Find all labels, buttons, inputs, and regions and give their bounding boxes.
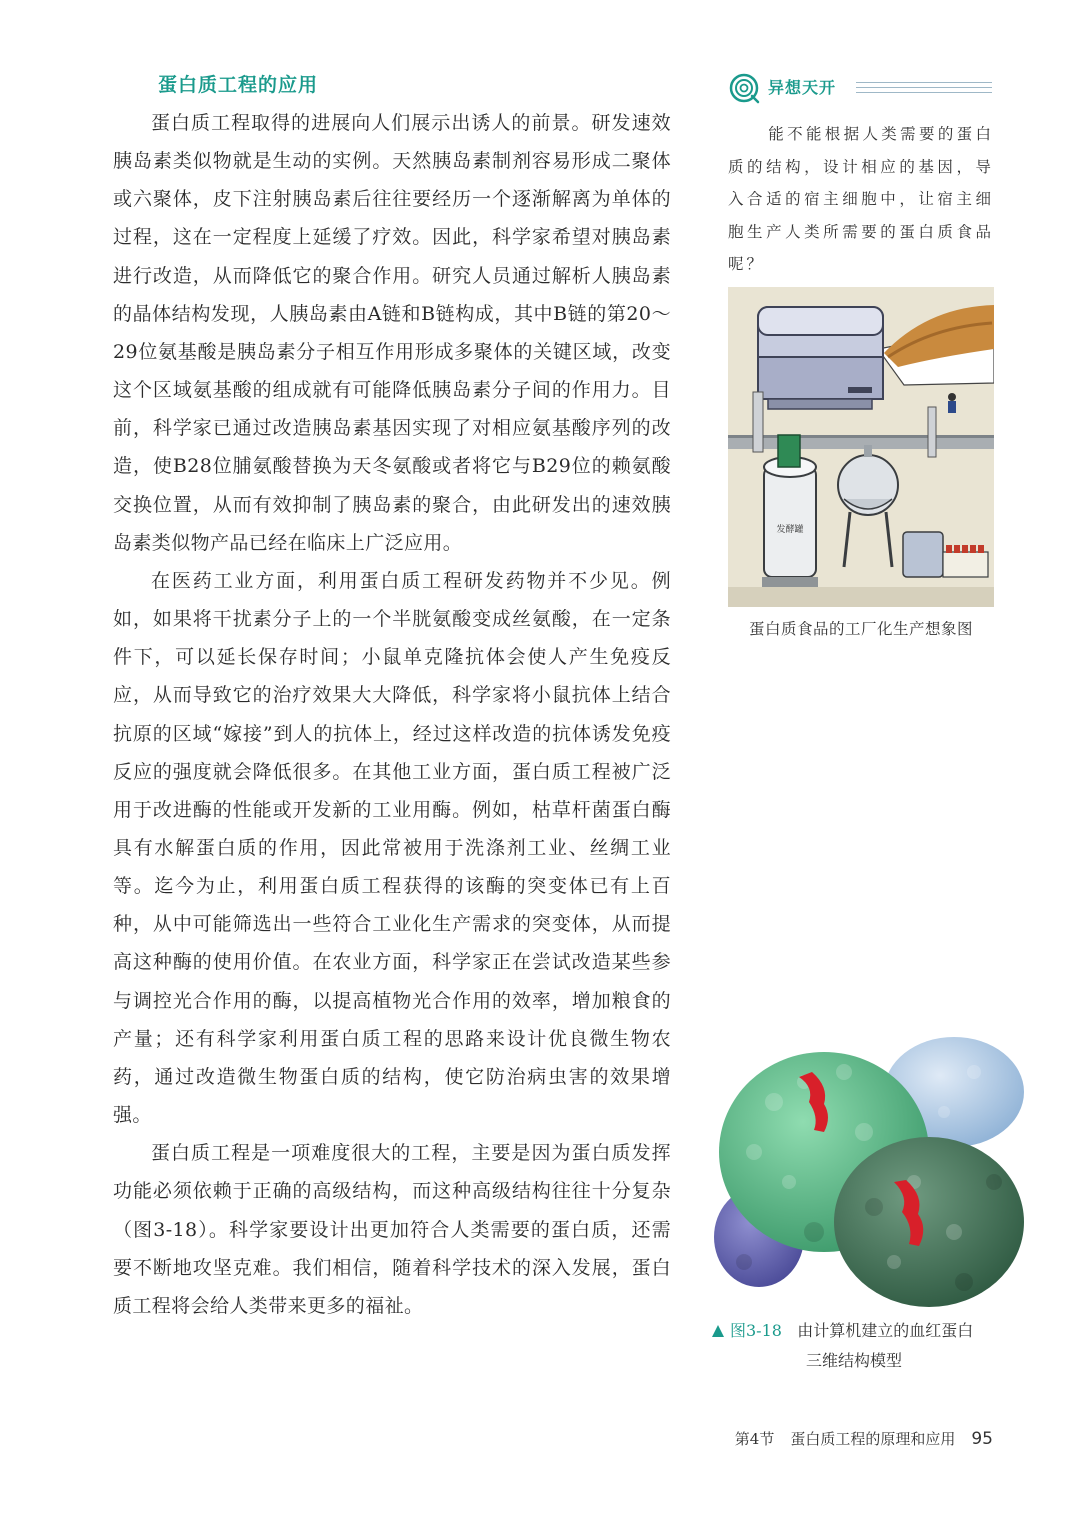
sidebar-question: 能不能根据人类需要的蛋白质的结构，设计相应的基因，导入合适的宿主细胞中，让宿主细胞生产人类所需要的蛋白质食品呢？ [728, 125, 994, 274]
footer-title: 蛋白质工程的原理和应用 [790, 1430, 956, 1448]
page-footer [735, 1428, 993, 1449]
idea-swirl-icon [728, 72, 760, 104]
paragraph-insulin: 蛋白质工程取得的进展向人们展示出诱人的前景。研发速效胰岛素类似物就是生动的实例。天然胰岛素制剂容易形成二聚体或六聚体，皮下注射胰岛素后往往要经历一个逐渐解离为单体的过程，这在一定程度上延缓了疗效。因此，科学家希望对胰岛素进行改造，从而降低它的聚合作用。研究人员通过解析人胰岛素的晶体结构发现，人胰岛素由A链和B链构成，其中B链的第20～29位氨基酸是胰岛素分子相互作用形成多聚体的关键区域，改变这个区域氨基酸的组成就有可能降低胰岛素分子间的作用力。目前，科学家已通过改造胰岛素基因实现了对相应氨基酸序列的改造，使B28位脯氨酸替换为天冬氨酸或者将它与B29位的赖氨酸交换位置，从而有效抑制了胰岛素的聚合，由此研发出的速效胰岛素类似物产品已经在临床上广泛应用。 [113, 112, 671, 554]
sidebar-header [728, 70, 994, 108]
footer-section: 第4节 [734, 1430, 775, 1448]
figure-label: 图3-18 [730, 1321, 782, 1340]
protein-figure-caption [712, 1316, 1022, 1376]
caption-text-2: 三维结构模型 [806, 1351, 903, 1370]
page-number: 95 [971, 1429, 993, 1449]
paragraph-industry: 在医药工业方面，利用蛋白质工程研发药物并不少见。例如，如果将干扰素分子上的一个半胱氨酸变成丝氨酸，在一定条件下，可以延长保存时间；小鼠单克隆抗体会使人产生免疫反应，从而导致它的治疗效果大大降低，科学家将小鼠抗体上结合抗原的区域“嫁接”到人的抗体上，经过这样改造的抗体诱发免疫反应的强度就会降低很多。在其他工业方面，蛋白质工程被广泛用于改进酶的性能或开发新的工业用酶。例如，枯草杆菌蛋白酶具有水解蛋白质的作用，因此常被用于洗涤剂工业、丝绸工业等。迄今为止，利用蛋白质工程获得的该酶的突变体已有上百种，从中可能筛选出一些符合工业化生产需求的突变体，从而提高这种酶的使用价值。在农业方面，科学家正在尝试改造某些参与调控光合作用的酶，以提高植物光合作用的效率，增加粮食的产量；还有科学家利用蛋白质工程的思路来设计优良微生物农药，通过改造微生物蛋白质的结构，使它防治病虫害的效果增强。 [113, 569, 671, 1127]
tank-label: 发酵罐 [776, 524, 804, 535]
paragraph-difficulty: 蛋白质工程是一项难度很大的工程，主要是因为蛋白质发挥功能必须依赖于正确的高级结构，而这种高级结构往往十分复杂（图3-18）。科学家要设计出更加符合人类需要的蛋白质，还需要不断地攻坚克难。我们相信，随着科学技术的深入发展，蛋白质工程将会给人类带来更多的福祉。 [113, 1142, 671, 1317]
sidebar-title: 异想天开 [768, 78, 837, 97]
hemoglobin-3d-model-image [714, 1032, 1024, 1312]
factory-figure-caption: 蛋白质食品的工厂化生产想象图 [748, 619, 973, 638]
triangle-marker-icon [712, 1325, 724, 1337]
caption-text-1: 由计算机建立的血红蛋白 [797, 1321, 974, 1340]
factory-illustration [728, 287, 994, 607]
section-title: 蛋白质工程的应用 [158, 74, 319, 96]
protein-caption-line1 [712, 1316, 1022, 1346]
sidebar-box [728, 70, 994, 639]
main-column [113, 70, 671, 1325]
sidebar-divider-lines [856, 82, 992, 97]
